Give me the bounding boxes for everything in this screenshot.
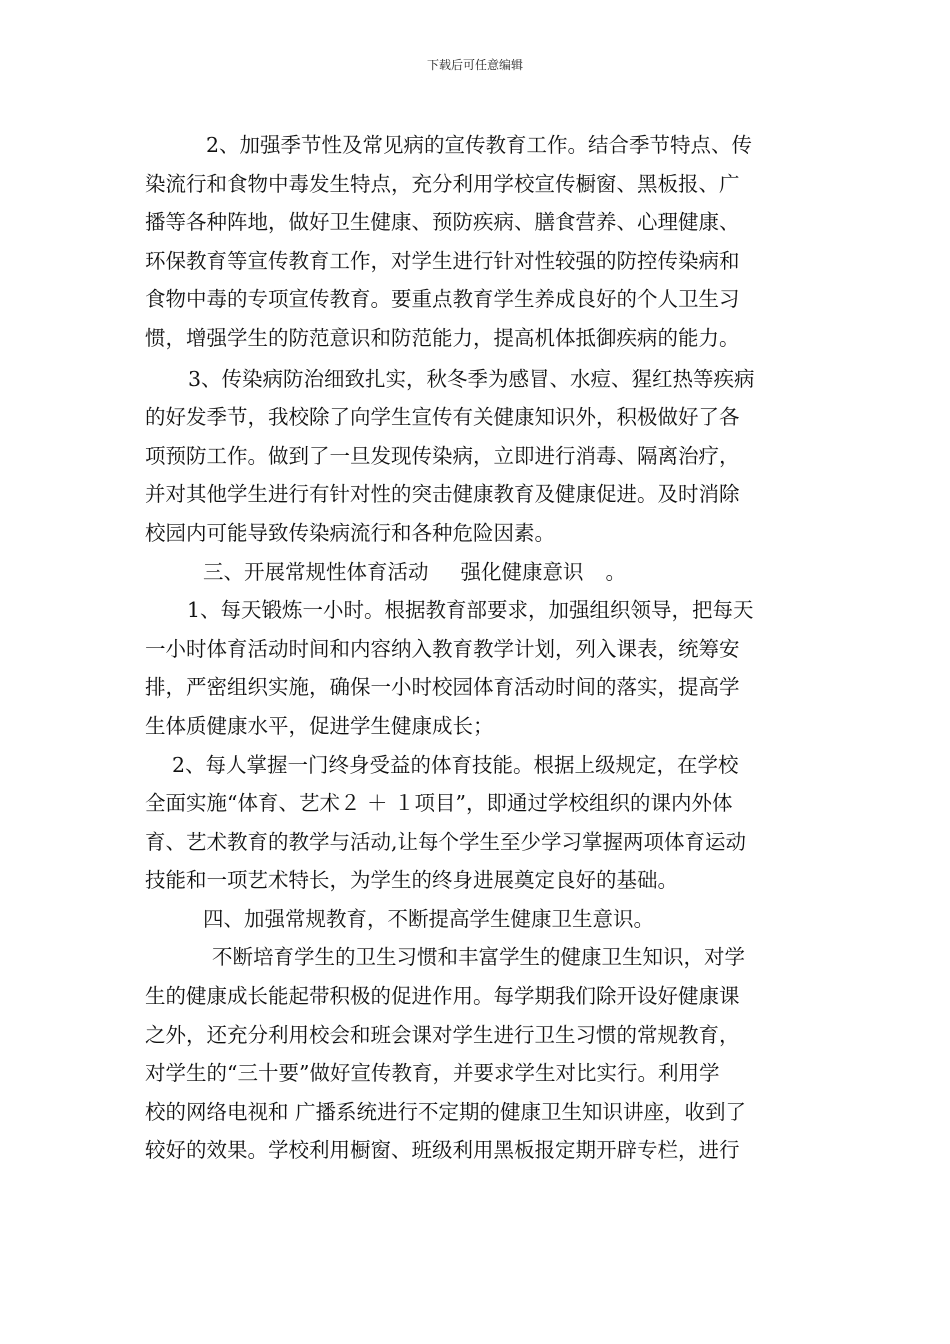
text-line: 生的健康成长能起带积极的促进作用。每学期我们除开设好健康课	[145, 984, 740, 1009]
text-line: 项预防工作。做到了一旦发现传染病，立即进行消毒、隔离治疗，	[145, 443, 740, 468]
text-line: 惯，增强学生的防范意识和防范能力，提高机体抵御疾病的能力。	[145, 325, 740, 350]
section-heading-4: 四、加强常规教育，不断提高学生健康卫生意识。	[203, 906, 654, 931]
text-line: 一小时体育活动时间和内容纳入教育教学计划，列入课表，统筹安	[145, 636, 740, 661]
paragraph-infectious-disease	[145, 360, 805, 553]
text-line: 染流行和食物中毒发生特点，充分利用学校宣传橱窗、黑板报、广	[145, 171, 740, 196]
text-line: 食物中毒的专项宣传教育。要重点教育学生养成良好的个人卫生习	[145, 287, 740, 312]
text-line: 2、加强季节性及常见病的宣传教育工作。结合季节特点、传	[206, 133, 753, 157]
text-line: 的好发季节，我校除了向学生宣传有关健康知识外，积极做好了各	[145, 405, 740, 430]
heading-part: 。	[605, 559, 626, 584]
text-line: 不断培育学生的卫生习惯和丰富学生的健康卫生知识，对学	[212, 945, 745, 970]
paragraph-seasonal-education	[145, 126, 805, 358]
paragraph-sports-skills	[145, 746, 805, 900]
text-line: 播等各种阵地，做好卫生健康、预防疾病、膳食营养、心理健康、	[145, 210, 740, 235]
text-line: 环保教育等宣传教育工作，对学生进行针对性较强的防控传染病和	[145, 248, 740, 273]
text-line: 3、传染病防治细致扎实，秋冬季为感冒、水痘、猩红热等疾病	[188, 366, 755, 391]
text-line: 全面实施“体育、艺术２ ＋ １项目”，即通过学校组织的课内外体	[145, 791, 733, 816]
text-line: 排，严密组织实施，确保一小时校园体育活动时间的落实，提高学	[145, 675, 740, 700]
text-line: 对学生的“三十要”做好宣传教育，并要求学生对比实行。利用学	[145, 1061, 720, 1086]
section-heading-3	[145, 553, 805, 592]
page-header-note: 下载后可任意编辑	[426, 58, 523, 72]
heading-part: 三、开展常规性体育活动	[203, 559, 429, 584]
text-line: 较好的效果。学校利用橱窗、班级利用黑板报定期开辟专栏，进行	[145, 1138, 740, 1163]
paragraph-daily-exercise	[145, 591, 805, 745]
text-line: 并对其他学生进行有针对性的突击健康教育及健康促进。及时消除	[145, 482, 740, 507]
document-body	[145, 126, 805, 1170]
heading-part: 强化健康意识	[460, 559, 584, 584]
paragraph-hygiene-habits	[145, 938, 805, 1170]
text-line: 之外，还充分利用校会和班会课对学生进行卫生习惯的常规教育，	[145, 1022, 740, 1047]
text-line: 技能和一项艺术特长，为学生的终身进展奠定良好的基础。	[145, 868, 678, 893]
text-line: 校的网络电视和 广播系统进行不定期的健康卫生知识讲座，收到了	[145, 1099, 747, 1124]
text-line: 1、每天锻炼一小时。根据教育部要求，加强组织领导，把每天	[187, 598, 754, 623]
text-line: 育、艺术教育的教学与活动,让每个学生至少学习掌握两项体育运动	[145, 829, 747, 854]
text-line: 生体质健康水平，促进学生健康成长；	[145, 713, 494, 738]
text-line: 校园内可能导致传染病流行和各种危险因素。	[145, 520, 555, 545]
text-line: 2、每人掌握一门终身受益的体育技能。根据上级规定，在学校	[172, 752, 739, 777]
